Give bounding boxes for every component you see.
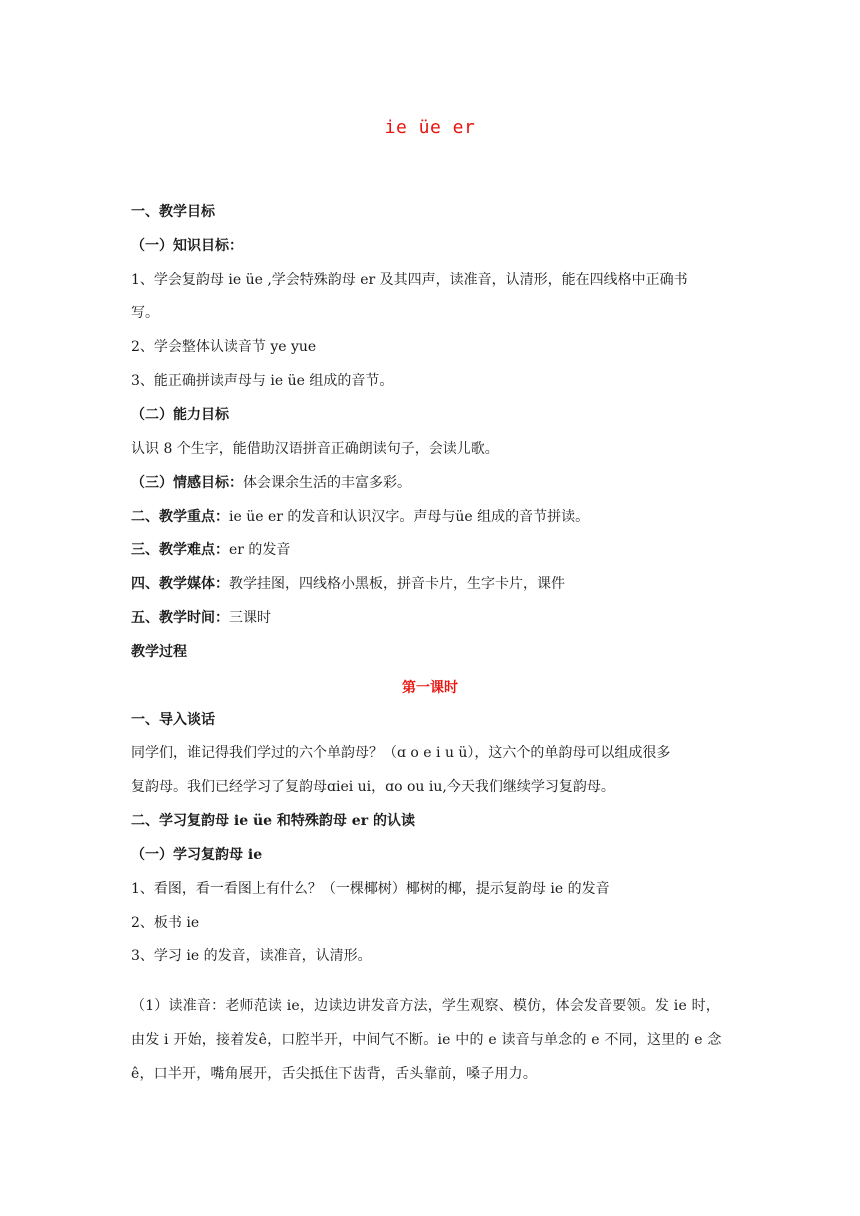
time-text: 三课时 — [229, 610, 271, 626]
knowledge-item-1-line-2: 写。 — [131, 305, 159, 321]
lesson-1-heading: 第一课时 — [402, 680, 458, 696]
focus-line — [131, 508, 731, 526]
emotion-text: 体会课余生活的丰富多彩。 — [243, 475, 411, 491]
media-label: 四、教学媒体： — [131, 576, 229, 592]
difficulty-text: er 的发音 — [229, 542, 291, 558]
step-1: 1、看图，看一看图上有什么？（一棵椰树）椰树的椰，提示复韵母 ie 的发音 — [131, 881, 610, 897]
intro-heading: 一、导入谈话 — [131, 712, 215, 728]
time-line — [131, 609, 731, 627]
difficulty-label: 三、教学难点： — [131, 542, 229, 558]
ability-text: 认识 8 个生字，能借助汉语拼音正确朗读句子，会读儿歌。 — [131, 441, 499, 457]
media-text: 教学挂图，四线格小黑板，拼音卡片，生字卡片，课件 — [229, 576, 565, 592]
focus-text: ie üe er 的发音和认识汉字。声母与üe 组成的音节拼读。 — [229, 509, 590, 525]
ability-heading: （二）能力目标 — [131, 407, 229, 423]
knowledge-item-1-line-1: 1、学会复韵母 ie üe ,学会特殊韵母 er 及其四声，读准音，认清形，能在四线格中正确书 — [131, 272, 688, 288]
knowledge-item-3: 3、能正确拼读声母与 ie üe 组成的音节。 — [131, 373, 394, 389]
process-heading: 教学过程 — [131, 644, 187, 660]
time-label: 五、教学时间： — [131, 610, 229, 626]
intro-line-2: 复韵母。我们已经学习了复韵母ɑiei ui，ɑo ou iu,今天我们继续学习复韵母。 — [131, 779, 615, 795]
learn-ie-heading: （一）学习复韵母 ie — [131, 847, 263, 863]
media-line — [131, 575, 731, 593]
learn-heading: 二、学习复韵母 ie üe 和特殊韵母 er 的认读 — [131, 813, 415, 829]
document-title: ie üe er — [384, 117, 476, 138]
knowledge-heading: （一）知识目标： — [131, 238, 243, 254]
step-2: 2、板书 ie — [131, 915, 200, 931]
focus-label: 二、教学重点： — [131, 509, 229, 525]
emotion-line — [131, 474, 731, 492]
difficulty-line — [131, 541, 731, 559]
read-paragraph: （1）读准音：老师范读 ie，边读边讲发音方法，学生观察、模仿，体会发音要领。发 ie 时，由发 i 开始，接着发ê，口腔半开，中间气不断。ie 中的 e 读音与单念的 e 不同，这里的 e 念ê，口半开，嘴角展开，舌尖抵住下齿背，舌头靠前，嗓子用力。 — [131, 998, 722, 1082]
intro-line-1: 同学们，谁记得我们学过的六个单韵母？（ɑ o e i u ü），这六个的单韵母可以组成很多 — [131, 745, 671, 761]
step-3: 3、学习 ie 的发音，读准音，认清形。 — [131, 948, 372, 964]
knowledge-item-2: 2、学会整体认读音节 ye yue — [131, 339, 317, 355]
goals-heading: 一、教学目标 — [131, 204, 215, 220]
emotion-label: （三）情感目标： — [131, 475, 243, 491]
